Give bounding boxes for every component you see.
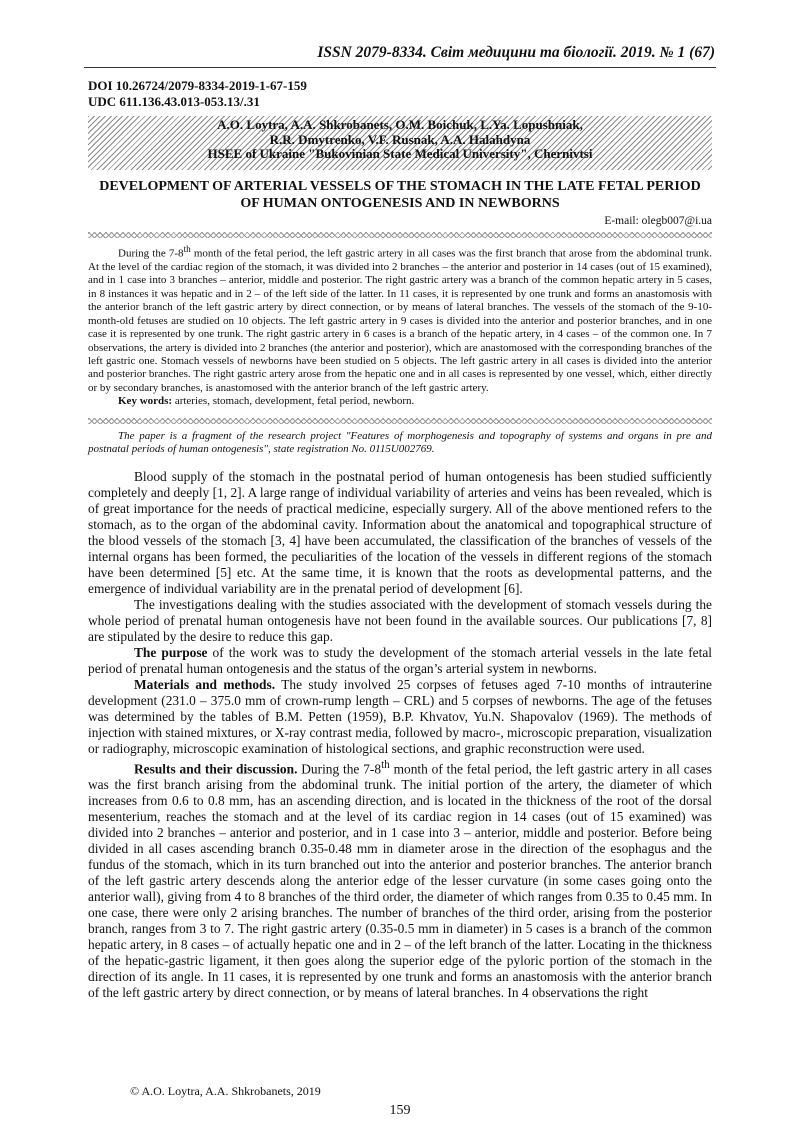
abstract-lead: During the 7-8 xyxy=(118,247,184,260)
doi: DOI 10.26724/2079-8334-2019-1-67-159 xyxy=(88,78,307,93)
results-text: month of the fetal period, the left gastric artery in all cases was the first branch arising from the abdominal trunk. The initial portion of the artery, the diameter of which increases from 0.6 to 0.8 mm, has an ascending direction, and is located in the thickness of the root of the dorsal mesenterium, reaches the stomach and at the level of its cardiac region in 14 cases (out of 15 examined) was divided into 2 branches – anterior and posterior, and in 1 case into 3 – anterior, middle and posterior. Before being divided in all cases ascending branch 0.35-0.48 mm in diameter arose in the direction of the esophagus and the fundus of the stomach, which in its turn branched out into the anterior and posterior branches. The anterior branch of the left gastric artery descends along the anterior edge of the lesser curvature (in some cases going onto the anterior wall), giving from 4 to 8 branches of the third order, the diameter of which ranges from 0.35 to 0.45 mm. In one case, there were only 2 arising branches. The number of branches of the third order, arising from the posterior branch, ranges from 3 to 7. The right gastric artery (0.35-0.5 mm in diameter) in 5 cases is a branch of the common hepatic artery, in 8 cases – of actually hepatic one and in 2 – of the left branch of the latter. Locating in the thickness of the hepatic-gastric ligament, it then goes along the superior edge of the pyloric portion of the stomach in the direction of its angle. In 11 cases, it is represented by one trunk and forms an anastomosis with the anterior branch of the left gastric artery by direct connection, or by means of lateral branches. In 4 observations the right xyxy=(88,761,712,1001)
funding-text: The paper is a fragment of the research project "Features of morphogenesis and topography of systems and organs in pre and postnatal periods of human ontogenesis", state registration No. 0115U002769. xyxy=(88,430,712,456)
wavy-divider-top xyxy=(88,232,712,238)
body-paragraph-results xyxy=(88,757,712,1001)
abstract xyxy=(88,243,712,409)
page-number: 159 xyxy=(389,1103,411,1118)
abstract-body: month of the fetal period, the left gastric artery in all cases was the first branch that arose from the abdominal trunk. At the level of the cardiac region of the stomach, it was divided into 2 branches – the anterior and posterior in 14 cases (out of 15 examined), and in 1 case into 3 branches – anterior, middle and posterior. The right gastric artery was a branch of the common hepatic artery in 5 cases, in 8 instances it was hepatic and in 2 – of the left side of the latter. In 11 cases, it is represented by one trunk and forms an anastomosis with the anterior branch of the left gastric artery by direct connection, or by means of lateral branches. The vessels of the stomach of the 9-10-month-old fetuses are studied on 10 objects. The left gastric artery in 9 cases is divided into the anterior and posterior branches, and in one case it is represented by one trunk. The right gastric artery in 6 cases is a branch of the hepatic artery, in 4 cases – of the common one. In 7 observations, the artery is divided into 2 branches (the anterior and posterior), which are anastomosed with the corresponding branches of the left gastric one. Stomach vessels of newborns have been studied on 5 objects. The left gastric artery in all cases is divided into the anterior and posterior branches. The right gastric artery arose from the hepatic one and in all cases is represented by one vessel, which, either directly or by secondary branches, is anastomosed with the anterior branch of the left gastric artery. xyxy=(88,247,712,394)
results-text-lead: During the 7-8 xyxy=(297,761,382,777)
body-paragraph-purpose xyxy=(88,645,712,677)
authors-line-1: A.O. Loytra, A.A. Shkrobanets, O.M. Boichuk, L.Ya. Lopushniak, xyxy=(217,117,583,132)
title-line-1: DEVELOPMENT OF ARTERIAL VESSELS OF THE STOMACH IN THE LATE FETAL PERIOD xyxy=(99,179,701,194)
body-paragraph-2: The investigations dealing with the studies associated with the development of stomach vessels during the whole period of prenatal human ontogenesis have not been found in the available sources. Our publications [7, 8] are stipulated by the desire to reduce this gap. xyxy=(88,597,712,644)
author-email: E-mail: olegb007@i.ua xyxy=(604,215,712,227)
affiliation: HSEE of Ukraine "Bukovinian State Medical University", Chernivtsi xyxy=(207,146,593,161)
purpose-label: The purpose xyxy=(134,645,208,660)
results-label: Results and their discussion. xyxy=(134,761,298,777)
udc: UDC 611.136.43.013-053.13/.31 xyxy=(88,94,260,109)
wavy-divider-bottom xyxy=(88,418,712,424)
results-superscript: th xyxy=(381,759,390,771)
body-paragraph-1: Blood supply of the stomach in the postnatal period of human ontogenesis has been studied sufficiently completely and deeply [1, 2]. A large range of individual variability of arteries and veins has been revealed, which is of great importance for the needs of practical medicine, especially surgery. All of the above mentioned refers to the stomach, as to the organ of the abdominal cavity. Information about the anatomical and topographical structure of the blood vessels of the stomach [3, 4] have been accumulated, the classification of the branches of vessels of the internal organs has been formed, the peculiarities of the location of the vessels in different regions of the stomach have been determined [5] etc. At the same time, it is known that the roots as developmental patterns, and the emergence of individual variability are in the prenatal period of development [6]. xyxy=(88,469,712,596)
header-rule xyxy=(84,67,716,68)
title-line-2: OF HUMAN ONTOGENESIS AND IN NEWBORNS xyxy=(240,196,560,211)
purpose-text: of the work was to study the development of the stomach arterial vessels in the late fetal period of prenatal human ontogenesis and the status of the organ’s arterial system in newborns. xyxy=(88,645,712,676)
keywords-label: Key words: xyxy=(118,395,173,408)
methods-text: The study involved 25 corpses of fetuses aged 7-10 months of intrauterine development (231.0 – 375.0 mm of crown-rump length – CRL) and 5 corpses of newborns. The age of the fetuses was determined by the tables of B.M. Petten (1959), B.P. Khvatov, Yu.N. Shapovalov (1969). The methods of injection with stained mixtures, or X-ray contrast media, followed by macro-, microscopic preparation, visualization or radiography, microscopic examination of histological sections, and graphic reconstruction were used. xyxy=(88,677,712,756)
abstract-superscript: th xyxy=(183,244,191,254)
keywords-list: arteries, stomach, development, fetal period, newborn. xyxy=(172,395,415,408)
article-title xyxy=(88,178,712,212)
funding-note xyxy=(88,430,712,457)
authors-line-2: R.R. Dmytrenko, V.F. Rusnak, A.A. Halahdyna xyxy=(269,131,531,147)
abstract-text xyxy=(88,243,712,395)
body-paragraph-methods xyxy=(88,677,712,757)
authors-block xyxy=(88,116,712,170)
copyright-note: © A.O. Loytra, A.A. Shkrobanets, 2019 xyxy=(130,1084,321,1098)
methods-label: Materials and methods. xyxy=(134,677,276,692)
journal-header: ISSN 2079-8334. Світ медицини та біології. 2019. № 1 (67) xyxy=(317,44,715,61)
keywords xyxy=(88,395,712,408)
article-body xyxy=(88,469,712,1001)
